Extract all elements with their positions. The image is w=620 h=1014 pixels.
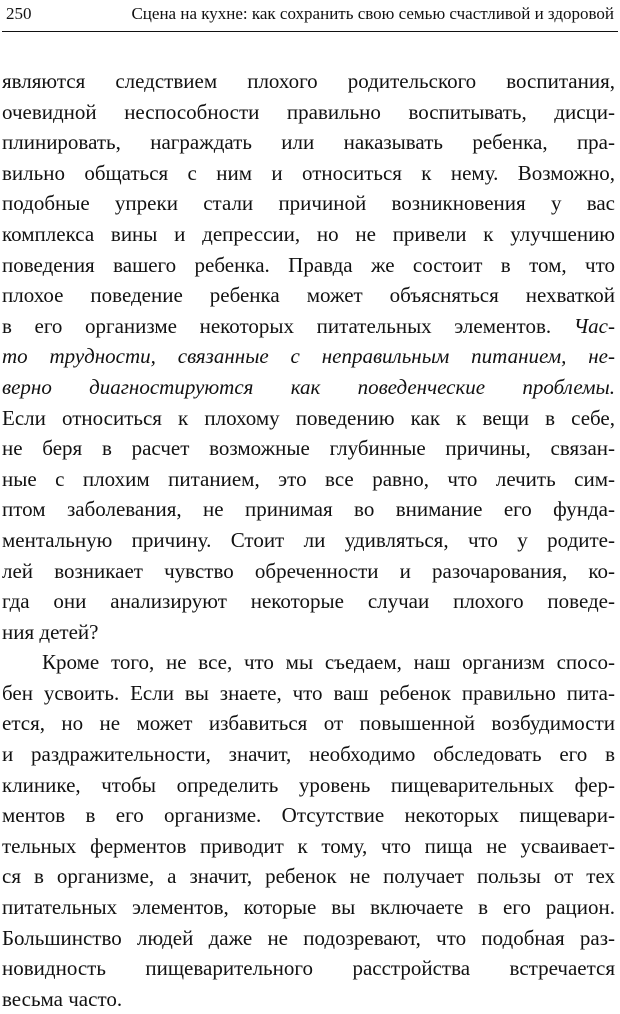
text-segment: весьма часто. [2,986,123,1011]
text-segment: тельных ферментов приводит к тому, что пища не усваивает- [2,833,615,858]
text-segment: Кроме того, не все, что мы съедаем, наш организм спосо- [42,650,615,675]
text-segment: ется, но не может избавиться от повышенной возбудимости [2,711,615,736]
text-segment: Большинство людей даже не подозревают, что подобная раз- [2,925,615,950]
text-line [2,250,615,281]
text-line [2,617,615,648]
text-line [2,708,615,739]
text-segment: бен усвоить. Если вы знаете, что ваш ребенок правильно пита- [2,680,615,705]
text-line [2,678,615,709]
text-segment: подобные упреки стали причиной возникновения у вас [2,191,615,216]
text-line [2,341,615,372]
text-segment: Если относиться к плохому поведению как к вещи в себе, [2,405,615,430]
text-line [2,556,615,587]
text-segment: плохое поведение ребенка может объясняться нехваткой [2,283,615,308]
running-header [0,0,620,34]
text-line [2,892,615,923]
text-line [2,494,615,525]
text-line [2,403,615,434]
text-segment: являются следствием плохого родительского воспитания, [2,69,615,93]
text-segment: и раздражительности, значит, необходимо обследовать его в [2,742,615,767]
text-line [2,311,615,342]
running-title: Сцена на кухне: как сохранить свою семью счастливой и здоровой [131,4,614,23]
text-line [2,984,615,1014]
text-segment: гда они анализируют некоторые случаи плохого поведе- [2,589,615,614]
text-segment: ные с плохим питанием, это все равно, что лечить сим- [2,466,615,491]
text-line [2,831,615,862]
body-text [2,66,615,1014]
text-segment: новидность пищеварительного расстройства встречается [2,956,615,981]
text-segment: лей возникает чувство обреченности и разочарования, ко- [2,558,615,583]
text-line [2,647,615,678]
text-line [2,188,615,219]
paragraph [2,647,615,1014]
text-segment: комплекса вины и депрессии, но не привели к улучшению [2,221,615,246]
text-line [2,66,615,97]
italic-text: то трудности, связанные с неправильным питанием, не- [2,344,615,369]
paragraph [2,66,615,647]
text-segment: ментов в его организме. Отсутствие некоторых пищевари- [2,803,615,828]
text-line [2,923,615,954]
text-line [2,280,615,311]
italic-text: верно диагностируются как поведенческие проблемы. [2,374,615,399]
text-segment: ментальную причину. Стоит ли удивляться, что у родите- [2,527,615,552]
text-line [2,372,615,403]
page-number: 250 [6,4,32,23]
text-segment: птом заболевания, не принимая во внимание его фунда- [2,497,615,522]
text-line [2,219,615,250]
text-segment: в его организме некоторых питательных элементов. [2,313,574,338]
text-segment: ся в организме, а значит, ребенок не получает пользы от тех [2,864,615,889]
text-line [2,586,615,617]
text-segment: ния детей? [2,619,99,644]
text-segment: поведения вашего ребенка. Правда же состоит в том, что [2,252,615,277]
text-line [2,97,615,128]
text-segment: очевидной неспособности правильно воспитывать, дисци- [2,99,615,124]
text-line [2,770,615,801]
text-line [2,525,615,556]
header-rule [2,31,618,32]
text-line [2,861,615,892]
text-line [2,953,615,984]
text-line [2,739,615,770]
text-line [2,464,615,495]
text-segment: не беря в расчет возможные глубинные причины, связан- [2,436,615,461]
text-line [2,800,615,831]
text-segment: клинике, чтобы определить уровень пищеварительных фер- [2,772,615,797]
text-line [2,158,615,189]
text-segment: питательных элементов, которые вы включаете в его рацион. [2,895,615,920]
text-segment: вильно общаться с ним и относиться к нему. Возможно, [2,160,615,185]
text-segment: плинировать, награждать или наказывать ребенка, пра- [2,130,615,155]
text-line [2,127,615,158]
text-line [2,433,615,464]
italic-text: Час- [573,313,615,338]
